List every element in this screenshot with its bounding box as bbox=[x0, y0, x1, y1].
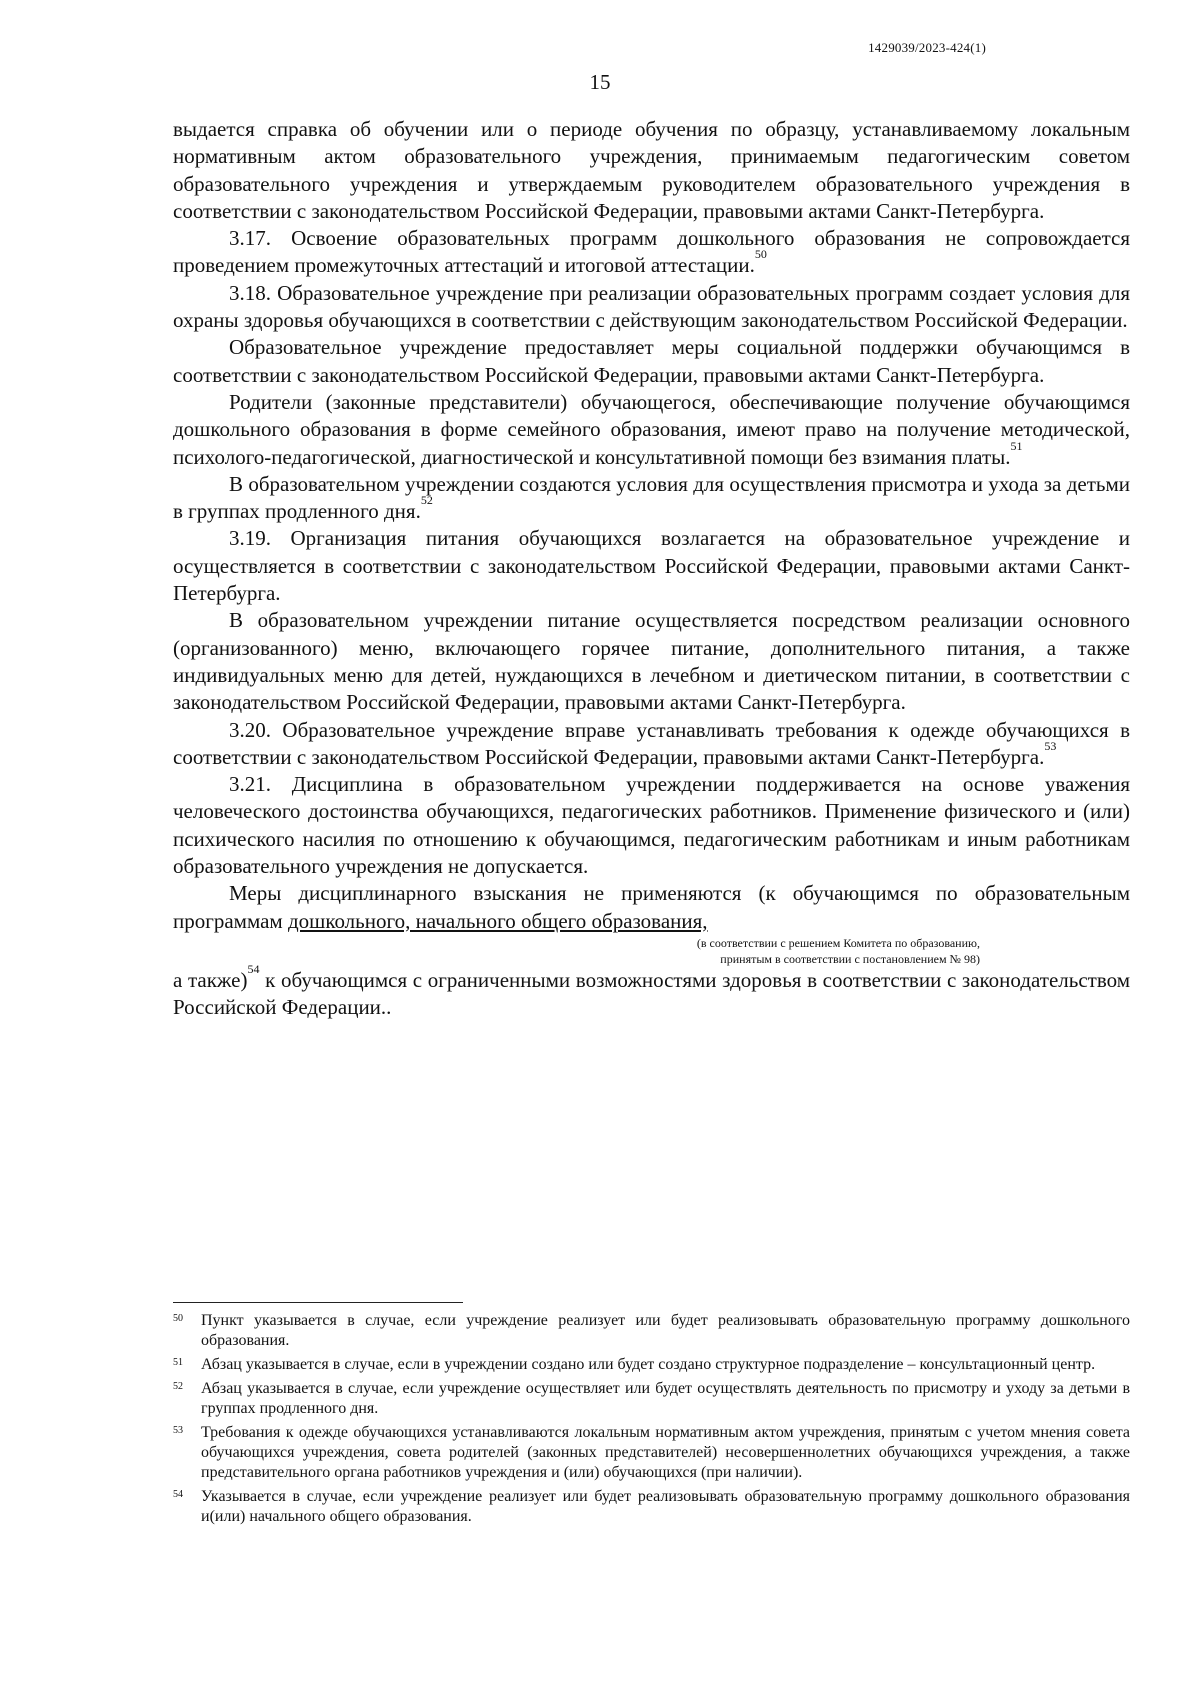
paragraph-social-support: Образовательное учреждение предоставляет меры социальной поддержки обучающимся в соответствии с законодательством Российской Федерации, правовыми актами Санкт-Петербурга. bbox=[173, 335, 1130, 387]
footnotes-section bbox=[173, 1311, 1130, 1531]
paragraph-disciplinary-measures bbox=[173, 880, 1130, 935]
footnote-separator bbox=[173, 1302, 463, 1303]
annotation-line: принятым в соответствии с постановлением № 98) bbox=[720, 951, 980, 966]
footnote-text: Пункт указывается в случае, если учреждение реализует или будет реализовывать образовательную программу дошкольного образования. bbox=[201, 1312, 1130, 1349]
paragraph-text: В образовательном учреждении создаются условия для осуществления присмотра и ухода за детьми в группах продленного дня. bbox=[173, 471, 1130, 524]
footnote-text: Абзац указывается в случае, если учреждение осуществляет или будет осуществлять деятельность по присмотру и уходу за детьми в группах продленного дня. bbox=[201, 1380, 1130, 1417]
paragraph-3-17 bbox=[173, 225, 1130, 280]
footnote-mark: 50 bbox=[173, 1313, 183, 1324]
paragraph-text: к обучающимся с ограниченными возможностями здоровья в соответствии с законодательством Российской Федерации.. bbox=[173, 967, 1130, 1020]
footnote-text: Указывается в случае, если учреждение реализует или будет реализовывать образовательную программу дошкольного образования и(или) начального общего образования. bbox=[201, 1488, 1130, 1525]
footnote-mark: 52 bbox=[173, 1381, 183, 1392]
footnote-text: Требования к одежде обучающихся устанавливаются локальным нормативным актом учреждения, принятым с учетом мнения совета обучающихся учреждения, совета родителей (законных представителей) несовершеннолетних обучающихся учреждения, а также представительного органа работников учреждения и (или) обучающихся (при наличии). bbox=[201, 1424, 1130, 1481]
annotation-line: (в соответствии с решением Комитета по образованию, bbox=[696, 935, 980, 950]
paragraph-parents-rights bbox=[173, 389, 1130, 471]
footnote-text: Абзац указывается в случае, если в учреждении создано или будет создано структурное подразделение – консультационный центр. bbox=[201, 1356, 1096, 1373]
paragraph-disciplinary-continuation bbox=[173, 961, 1130, 1022]
paragraph-3-19: 3.19. Организация питания обучающихся возлагается на образовательное учреждение и осуществляется в соответствии с законодательством Российской Федерации, правовыми актами Санкт-Петербурга. bbox=[173, 526, 1130, 606]
paragraph-text: Родители (законные представители) обучающегося, обеспечивающие получение обучающимся дошкольного образования в форме семейного образования, имеют право на получение методической, психолого-педагогической, диагностической и консультативной помощи без взимания платы. bbox=[173, 389, 1130, 469]
document-body bbox=[173, 116, 1130, 1022]
paragraph-text: 3.20. Образовательное учреждение вправе устанавливать требования к одежде обучающихся в соответствии с законодательством Российской Федерации, правовыми актами Санкт-Петербурга. bbox=[173, 717, 1130, 769]
paragraph-extended-day bbox=[173, 471, 1130, 526]
footnote-54 bbox=[173, 1487, 1130, 1527]
page-number: 15 bbox=[589, 70, 611, 94]
footnote-ref-51[interactable]: 51 bbox=[1010, 438, 1023, 453]
paragraph-text: а также) bbox=[173, 967, 248, 992]
footnote-51 bbox=[173, 1355, 1130, 1375]
footnote-ref-52[interactable]: 52 bbox=[420, 493, 433, 508]
footnote-52 bbox=[173, 1379, 1130, 1419]
footnote-mark: 54 bbox=[173, 1489, 183, 1500]
document-number: 1429039/2023-424(1) bbox=[868, 40, 986, 55]
footnote-ref-50[interactable]: 50 bbox=[754, 247, 767, 262]
paragraph-3-20 bbox=[173, 717, 1130, 772]
paragraph-continuation: выдается справка об обучении или о периоде обучения по образцу, устанавливаемому локальным нормативным актом образовательного учреждения, принимаемым педагогическим советом образовательного учреждения и утверждаемым руководителем образовательного учреждения в соответствии с законодательством Российской Федерации, правовыми актами Санкт-Петербурга. bbox=[173, 117, 1130, 223]
footnote-53 bbox=[173, 1423, 1130, 1483]
margin-annotation bbox=[173, 935, 1130, 967]
paragraph-3-18: 3.18. Образовательное учреждение при реализации образовательных программ создает условия для охраны здоровья обучающихся в соответствии с действующим законодательством Российской Федерации. bbox=[173, 280, 1130, 333]
paragraph-text: 3.17. Освоение образовательных программ дошкольного образования не сопровождается проведением промежуточных аттестаций и итоговой аттестации. bbox=[173, 226, 1130, 278]
paragraph-nutrition-menu: В образовательном учреждении питание осуществляется посредством реализации основного (организованного) меню, включающего горячее питание, дополнительного питания, а также индивидуальных меню для детей, нуждающихся в лечебном и диетическом питании, в соответствии с законодательством Российской Федерации, правовыми актами Санкт-Петербурга. bbox=[173, 608, 1130, 715]
paragraph-text: Меры дисциплинарного взыскания не применяются (к обучающимся по образовательным программам bbox=[173, 881, 1130, 933]
footnote-ref-53[interactable]: 53 bbox=[1044, 738, 1057, 753]
footnote-mark: 53 bbox=[173, 1425, 183, 1436]
footnote-50 bbox=[173, 1311, 1130, 1351]
paragraph-3-21: 3.21. Дисциплина в образовательном учреждении поддерживается на основе уважения человеческого достоинства обучающихся, педагогических работников. Применение физического и (или) психического насилия по отношению к обучающимся, педагогическим работникам и иным работникам образовательного учреждения не допускается. bbox=[173, 772, 1130, 879]
footnote-ref-54[interactable]: 54 bbox=[247, 961, 260, 976]
underlined-phrase: дошкольного, начального общего образования, bbox=[287, 908, 708, 933]
footnote-mark: 51 bbox=[173, 1357, 183, 1368]
